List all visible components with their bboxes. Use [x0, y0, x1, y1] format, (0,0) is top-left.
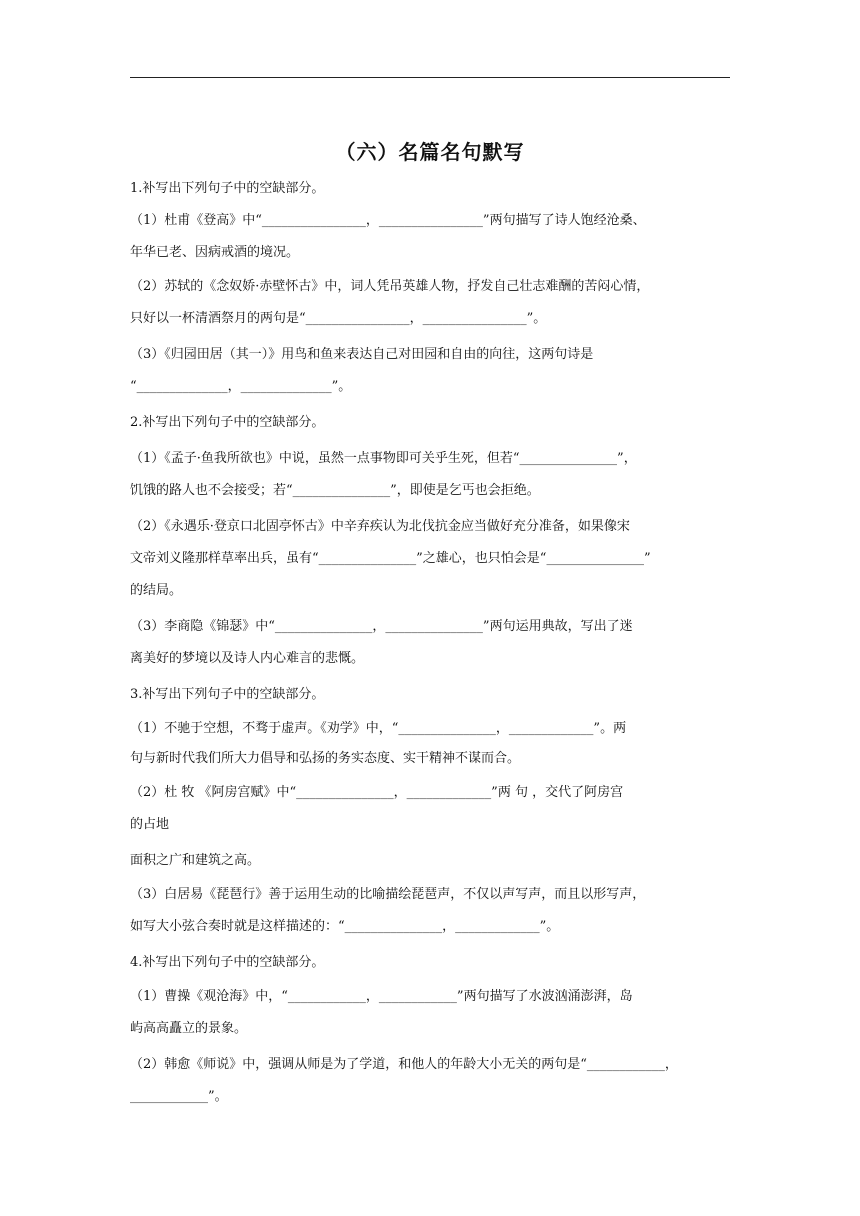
text-line: 句与新时代我们所大力倡导和弘扬的务实态度、实干精神不谋而合。 — [130, 751, 521, 766]
text-line: （2）《永遇乐·登京口北固亭怀古》中辛弃疾认为北伐抗金应当做好充分准备，如果像宋 — [130, 519, 630, 534]
text-line: 屿高高矗立的景象。 — [130, 1021, 248, 1036]
text-line: 只好以一杯清酒祭月的两句是“________________，________________”。 — [130, 311, 547, 326]
text-line: 面积之广和建筑之高。 — [130, 853, 261, 868]
text-line: （1）不驰于空想，不骛于虚声。《劝学》中，“_______________，_____________”。两 — [130, 721, 627, 736]
text-line: （1）杜甫《登高》中“________________，________________”两句描写了诗人饱经沧桑、 — [130, 213, 646, 228]
text-line: （3）白居易《琵琶行》善于运用生动的比喻描绘琵琶声，不仅以声写声，而且以形写声， — [130, 887, 646, 902]
text-line: 的占地 — [130, 817, 170, 832]
text-line: （1）曹操《观沧海》中，“____________，____________”两句描写了水波汹涌澎湃，岛 — [130, 989, 633, 1004]
text-line: 年华已老、因病戒酒的境况。 — [130, 245, 300, 260]
text-line: （3）李商隐《锦瑟》中“_______________，_______________”两句运用典故，写出了迷 — [130, 619, 633, 634]
text-line: 饥饿的路人也不会接受；若“_______________”，即使是乞丐也会拒绝。 — [130, 483, 540, 498]
text-line: 离美好的梦境以及诗人内心难言的悲慨。 — [130, 651, 365, 666]
text-line: 的结局。 — [130, 583, 183, 598]
text-line: 1.补写出下列句子中的空缺部分。 — [130, 181, 325, 196]
text-line: （3）《归园田居（其一）》用鸟和鱼来表达自己对田园和自由的向往，这两句诗是 — [130, 347, 594, 362]
text-line: 如写大小弦合奏时就是这样描述的：“_______________，_____________”。 — [130, 919, 560, 934]
text-line: 文帝刘义隆那样草率出兵，虽有“_______________”之雄心，也只怕会是“_______________” — [130, 551, 651, 566]
text-line: （2）杜 牧 《阿房宫赋》中“_______________，_____________”两 句 ，交代了阿房宫 — [130, 785, 624, 800]
text-line: （2）韩愈《师说》中，强调从师是为了学道，和他人的年龄大小无关的两句是“____________， — [130, 1057, 678, 1072]
text-line: “______________，______________”。 — [130, 379, 352, 394]
header-rule — [130, 77, 730, 78]
text-line: ____________”。 — [130, 1089, 228, 1104]
text-line: 2.补写出下列句子中的空缺部分。 — [130, 415, 325, 430]
text-line: 4.补写出下列句子中的空缺部分。 — [130, 955, 325, 970]
text-line: （1）《孟子·鱼我所欲也》中说，虽然一点事物即可关乎生死，但若“_______________”， — [130, 451, 637, 466]
text-line: （2）苏轼的《念奴娇·赤壁怀古》中，词人凭吊英雄人物，抒发自己壮志难酬的苦闷心情， — [130, 279, 650, 294]
page-title: （六）名篇名句默写 — [335, 140, 525, 164]
text-line: 3.补写出下列句子中的空缺部分。 — [130, 687, 325, 702]
